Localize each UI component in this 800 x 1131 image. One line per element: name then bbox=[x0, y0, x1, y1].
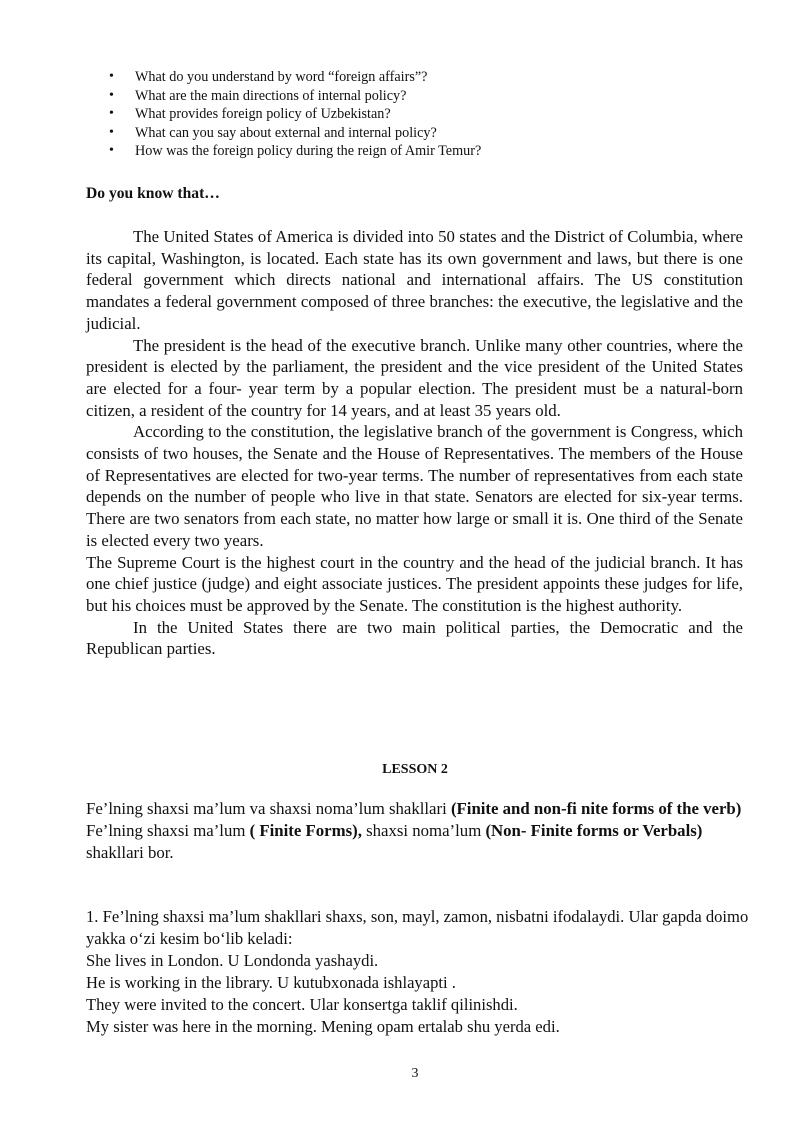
reading-text bbox=[86, 226, 743, 660]
topic-text-bold: ( Finite Forms), bbox=[249, 821, 362, 840]
example-sentence: My sister was here in the morning. Mening opam ertalab shu yerda edi. bbox=[86, 1017, 560, 1036]
grammar-topic bbox=[86, 798, 746, 864]
example-sentence: He is working in the library. U kutubxonada ishlayapti . bbox=[86, 973, 456, 992]
list-item bbox=[0, 105, 800, 124]
question-text: What can you say about external and internal policy? bbox=[135, 124, 437, 141]
example-sentence: She lives in London. U Londonda yashaydi. bbox=[86, 951, 379, 970]
bullet-icon: • bbox=[109, 143, 114, 158]
page-number: 3 bbox=[411, 1066, 419, 1081]
topic-text: shakllari bor. bbox=[86, 843, 174, 862]
grammar-rule bbox=[86, 906, 756, 1038]
bullet-icon: • bbox=[109, 69, 114, 84]
rule-text: 1. Fe’lning shaxsi ma’lum shakllari shaxs, son, mayl, zamon, nisbatni ifodalaydi. Ular gapda doimo yakka o‘zi kesim bo‘lib keladi: bbox=[86, 907, 749, 948]
topic-text: shaxsi noma’lum bbox=[361, 821, 486, 840]
list-item bbox=[0, 142, 800, 161]
paragraph: The United States of America is divided into 50 states and the District of Columbia, where its capital, Washington, is located. Each state has its own government and laws, but there is one federal government which directs national and international affairs. The US constitution mandates a federal government composed of three branches: the executive, the legislative and the judicial. bbox=[86, 227, 743, 333]
topic-text: Fe’lning shaxsi ma’lum bbox=[86, 821, 250, 840]
lesson-title: LESSON 2 bbox=[382, 762, 448, 777]
question-text: What do you understand by word “foreign affairs”? bbox=[135, 69, 428, 85]
paragraph: According to the constitution, the legislative branch of the government is Congress, which consists of two houses, the Senate and the House of Representatives. The members of the House of Representatives are elected for two-year terms. The number of representatives from each state depends on the number of people who live in that state. Senators are elected for six-year terms. There are two senators from each state, no matter how large or small it is. One third of the Senate is elected every two years. bbox=[86, 422, 743, 550]
list-item bbox=[0, 124, 800, 143]
list-item bbox=[0, 87, 800, 106]
bullet-icon: • bbox=[109, 87, 114, 103]
topic-line bbox=[86, 798, 746, 820]
question-text: What provides foreign policy of Uzbekistan? bbox=[135, 106, 391, 122]
topic-text-bold: (Non- Finite forms or Verbals) bbox=[485, 821, 703, 840]
question-text: What are the main directions of internal policy? bbox=[135, 87, 407, 104]
topic-text-bold: (Finite and non-fi nite forms of the verb) bbox=[450, 799, 742, 818]
question-text: How was the foreign policy during the reign of Amir Temur? bbox=[135, 143, 482, 159]
review-questions-list bbox=[0, 68, 800, 161]
example-sentence: They were invited to the concert. Ular konsertga taklif qilinishdi. bbox=[86, 995, 518, 1014]
topic-text: Fe’lning shaxsi ma’lum va shaxsi noma’lum shakllari bbox=[86, 799, 451, 818]
topic-line bbox=[86, 820, 746, 864]
list-item bbox=[0, 68, 800, 87]
paragraph: The Supreme Court is the highest court in the country and the head of the judicial branch. It has one chief justice (judge) and eight associate justices. The president appoints these judges for life, but his choices must be approved by the Senate. The constitution is the highest authority. bbox=[86, 552, 743, 615]
bullet-icon: • bbox=[109, 124, 114, 140]
section-heading: Do you know that… bbox=[86, 185, 220, 202]
paragraph: The president is the head of the executive branch. Unlike many other countries, where the president is elected by the parliament, the president and the vice president of the United States are elected for a four- year term by a popular election. The president must be a natural-born citizen, a resident of the country for 14 years, and at least 35 years old. bbox=[86, 335, 743, 420]
bullet-icon: • bbox=[109, 106, 114, 121]
paragraph: In the United States there are two main political parties, the Democratic and the Republican parties. bbox=[86, 617, 743, 659]
